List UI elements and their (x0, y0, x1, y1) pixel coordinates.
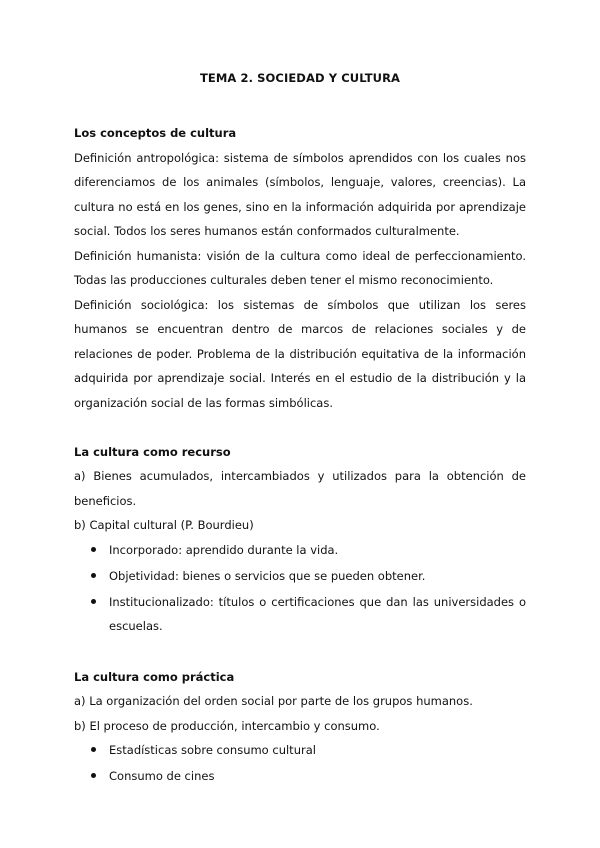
paragraph-sociologica: Definición sociológica: los sistemas de símbolos que utilizan los seres humanos se encuentran dentro de marcos de relaciones sociales y de relaciones de poder. Problema de la distribución equitativa de la información adquirida por aprendizaje social. Interés en el estudio de la distribución y la organización social de las formas simbólicas. (74, 297, 526, 410)
section-practica (74, 665, 526, 789)
bullet-list (74, 738, 526, 789)
bullet-item: Consumo de cines (88, 764, 526, 789)
section-recurso (74, 440, 526, 639)
bullet-icon (91, 599, 96, 604)
paragraph-humanista: Definición humanista: visión de la cultura como ideal de perfeccionamiento. Todas las producciones culturales deben tener el mismo reconocimiento. (74, 248, 526, 287)
bullet-icon (91, 573, 96, 578)
bullet-item: Institucionalizado: títulos o certificaciones que dan las universidades o escuelas. (88, 590, 526, 639)
bullet-icon (91, 773, 96, 778)
list-item: a) Bienes acumulados, intercambiados y utilizados para la obtención de beneficios. (74, 469, 526, 508)
bullet-item: Estadísticas sobre consumo cultural (88, 738, 526, 763)
list-item: a) La organización del orden social por parte de los grupos humanos. (74, 694, 473, 708)
section-heading: La cultura como práctica (74, 669, 235, 684)
paragraph-antropologica: Definición antropológica: sistema de símbolos aprendidos con los cuales nos diferenciamos de los animales (símbolos, lenguaje, valores, creencias). La cultura no está en los genes, sino en la información adquirida por aprendizaje social. Todos los seres humanos están conformados culturalmente. (74, 150, 526, 238)
bullet-item: Incorporado: aprendido durante la vida. (88, 538, 526, 563)
bullet-icon (91, 747, 96, 752)
bullet-item: Objetividad: bienes o servicios que se pueden obtener. (88, 564, 526, 589)
list-item: b) El proceso de producción, intercambio y consumo. (74, 718, 380, 733)
document-title: TEMA 2. SOCIEDAD Y CULTURA (199, 71, 401, 85)
section-heading: La cultura como recurso (74, 444, 231, 459)
bullet-icon (91, 547, 96, 552)
bullet-list (74, 538, 526, 639)
section-conceptos (74, 121, 526, 415)
section-heading: Los conceptos de cultura (74, 126, 237, 140)
list-item: b) Capital cultural (P. Bourdieu) (74, 518, 254, 532)
